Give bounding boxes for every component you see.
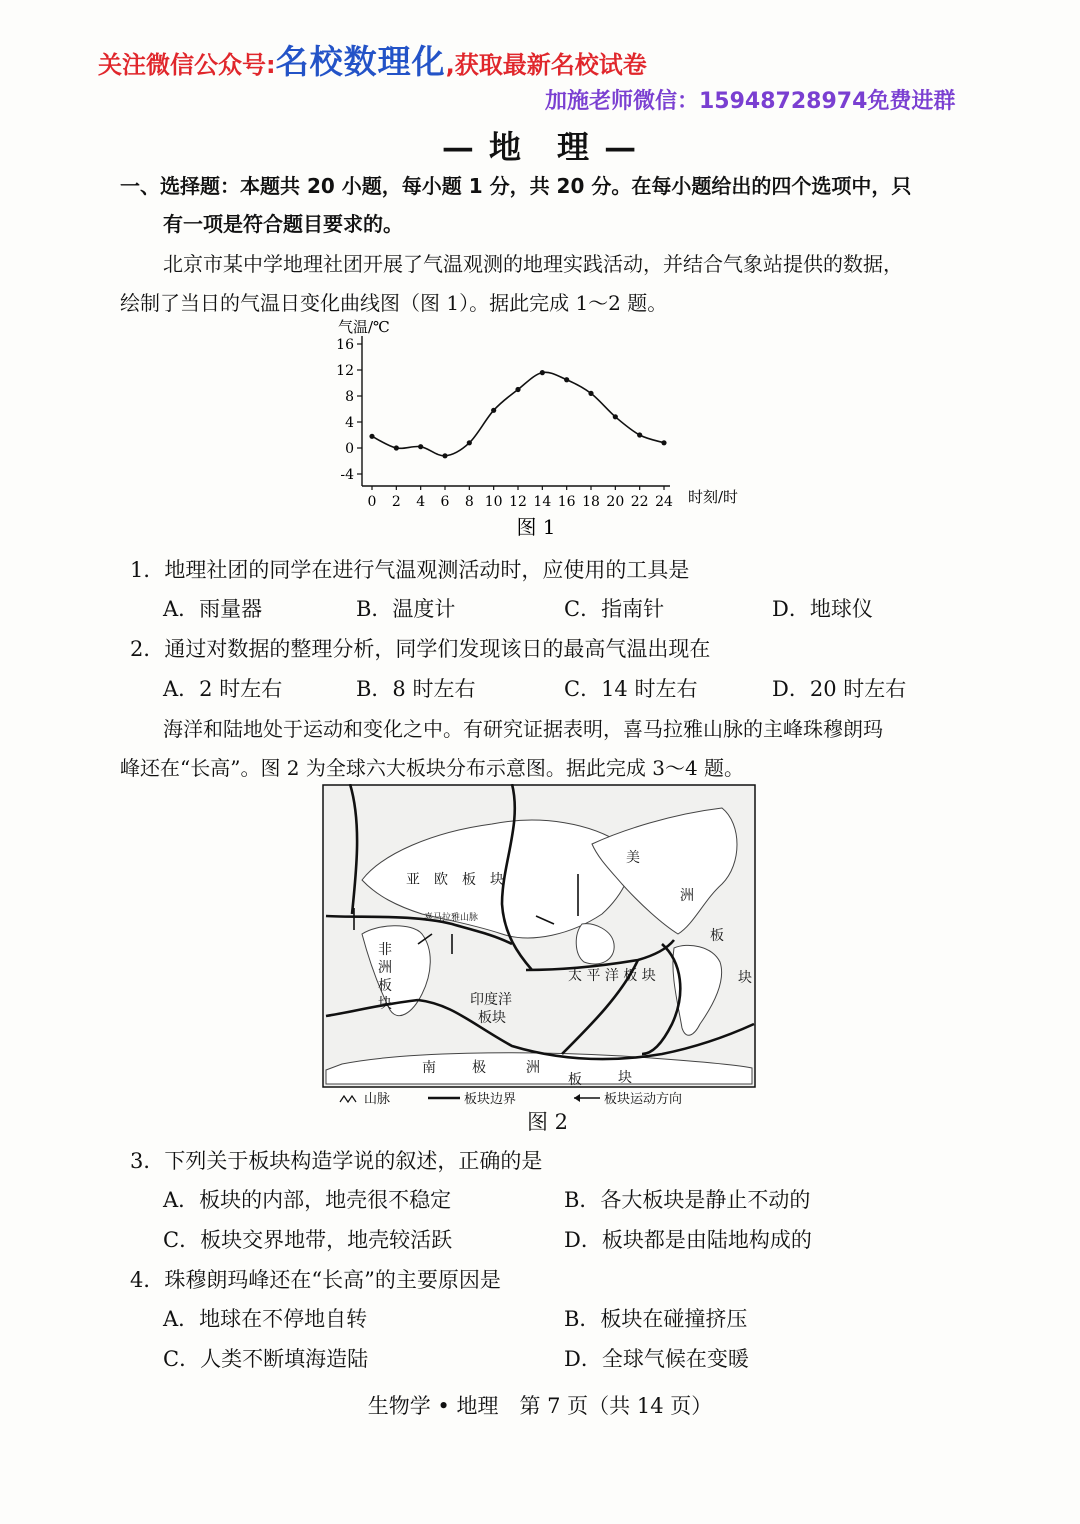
- label-antarctic-3: 洲: [526, 1060, 540, 1076]
- data-point: [588, 391, 593, 396]
- label-pacific-plate: 太 平 洋 板 块: [568, 968, 656, 984]
- q2-stem: 2．通过对数据的整理分析，同学们发现该日的最高气温出现在: [130, 637, 711, 661]
- label-antarctic-1: 南: [422, 1060, 436, 1076]
- label-african-2: 洲: [378, 960, 392, 976]
- y-tick-label: 4: [345, 415, 354, 431]
- q1-option-b[interactable]: B．温度计: [356, 597, 456, 621]
- temperature-chart: [320, 314, 760, 544]
- watermark-prefix: 关注微信公众号:: [98, 51, 276, 79]
- data-point: [442, 453, 447, 458]
- x-tick-label: 18: [582, 494, 600, 510]
- q3-option-c[interactable]: C．板块交界地带，地壳较活跃: [163, 1228, 453, 1252]
- q3-option-d[interactable]: D．板块都是由陆地构成的: [564, 1228, 812, 1252]
- y-tick-label: 12: [336, 363, 354, 379]
- label-antarctic-2: 极: [472, 1060, 486, 1076]
- label-himalaya: 喜马拉雅山脉: [424, 913, 479, 923]
- legend-boundary: 板块边界: [464, 1092, 517, 1107]
- label-african-4: 块: [378, 996, 392, 1012]
- data-point: [515, 387, 520, 392]
- arrow-legend-head: [574, 1094, 580, 1102]
- watermark-line1: [98, 36, 647, 83]
- x-tick-label: 16: [557, 494, 576, 510]
- data-point: [637, 432, 642, 437]
- label-african-1: 非: [378, 942, 392, 958]
- chart-xlabel: 时刻/时: [688, 488, 739, 506]
- watermark-line2: 加施老师微信：15948728974免费进群: [545, 89, 956, 114]
- q4-option-c[interactable]: C．人类不断填海造陆: [163, 1347, 369, 1371]
- section-instruction-line2: 有一项是符合题目要求的。: [163, 212, 403, 236]
- q3-stem: 3．下列关于板块构造学说的叙述，正确的是: [130, 1149, 543, 1173]
- legend-motion: 板块运动方向: [604, 1092, 683, 1107]
- x-tick-label: 20: [606, 494, 625, 510]
- q1-stem: 1．地理社团的同学在进行气温观测活动时，应使用的工具是: [130, 558, 690, 582]
- y-tick-label: 8: [345, 389, 354, 405]
- q4-option-d[interactable]: D．全球气候在变暖: [564, 1347, 749, 1371]
- data-point: [491, 408, 496, 413]
- label-antarctic-4: 板: [568, 1072, 582, 1088]
- q1-option-a[interactable]: A．雨量器: [163, 597, 263, 621]
- x-tick-label: 12: [509, 494, 527, 510]
- label-antarctic-5: 块: [618, 1070, 632, 1086]
- y-tick-label: -4: [340, 467, 354, 483]
- mountain-legend-icon: [340, 1096, 356, 1102]
- intro1-line1: 北京市某中学地理社团开展了气温观测的地理实践活动，并结合气象站提供的数据，: [163, 252, 903, 276]
- data-point: [564, 377, 569, 382]
- x-tick-label: 22: [630, 494, 649, 510]
- chart-caption: 图 1: [516, 515, 556, 539]
- label-indian-2: 板块: [478, 1010, 506, 1026]
- intro2-line2: 峰还在“长高”。图 2 为全球六大板块分布示意图。据此完成 3～4 题。: [120, 756, 745, 780]
- q1-option-d[interactable]: D．地球仪: [772, 597, 873, 621]
- data-point: [418, 444, 423, 449]
- watermark-brand: 名校数理化: [275, 42, 446, 81]
- watermark-suffix: ,获取最新名校试卷: [445, 51, 647, 79]
- x-tick-label: 2: [391, 494, 401, 510]
- chart-ylabel: 气温/℃: [338, 318, 390, 336]
- temperature-curve: [372, 372, 664, 456]
- x-tick-label: 4: [416, 494, 426, 510]
- label-american-1: 美: [626, 850, 640, 866]
- intro2-line1: 海洋和陆地处于运动和变化之中。有研究证据表明，喜马拉雅山脉的主峰珠穆朗玛: [163, 717, 883, 741]
- q2-option-b[interactable]: B．8 时左右: [356, 677, 476, 701]
- data-point: [369, 434, 374, 439]
- y-tick-label: 0: [345, 441, 354, 457]
- x-tick-label: 14: [533, 494, 552, 510]
- page-title: — 地 理 —: [441, 128, 639, 166]
- data-point: [394, 445, 399, 450]
- intro1-line2: 绘制了当日的气温日变化曲线图（图 1）。据此完成 1～2 题。: [120, 291, 668, 315]
- label-american-2: 洲: [680, 888, 694, 904]
- q3-option-a[interactable]: A．板块的内部，地壳很不稳定: [163, 1188, 452, 1212]
- section-instruction-line1: 一、选择题：本题共 20 小题，每小题 1 分，共 20 分。在每小题给出的四个选项中，只: [120, 174, 912, 198]
- x-tick-label: 8: [464, 494, 474, 510]
- q2-option-d[interactable]: D．20 时左右: [772, 677, 907, 701]
- q4-option-b[interactable]: B．板块在碰撞挤压: [564, 1307, 748, 1331]
- plate-map: [322, 784, 758, 1108]
- x-tick-label: 24: [655, 494, 673, 510]
- q2-option-c[interactable]: C．14 时左右: [564, 677, 698, 701]
- label-african-3: 板: [378, 978, 392, 994]
- x-tick-label: 6: [440, 494, 450, 510]
- q4-stem: 4．珠穆朗玛峰还在“长高”的主要原因是: [130, 1268, 501, 1292]
- x-tick-label: 0: [367, 494, 377, 510]
- q2-option-a[interactable]: A．2 时左右: [163, 677, 283, 701]
- data-point: [613, 414, 618, 419]
- label-eurasian-plate: 亚 欧 板 块: [406, 872, 504, 888]
- label-american-4: 块: [738, 970, 752, 986]
- q3-option-b[interactable]: B．各大板块是静止不动的: [564, 1188, 811, 1212]
- legend-mountain: 山脉: [364, 1092, 391, 1107]
- y-tick-label: 16: [336, 337, 354, 353]
- data-point: [661, 440, 666, 445]
- q1-option-c[interactable]: C．指南针: [564, 597, 665, 621]
- q4-option-a[interactable]: A．地球在不停地自转: [163, 1307, 368, 1331]
- label-american-3: 板: [710, 928, 724, 944]
- page-footer: 生物学 • 地理 第 7 页（共 14 页）: [367, 1394, 713, 1418]
- data-point: [467, 440, 472, 445]
- x-tick-label: 10: [484, 494, 503, 510]
- data-point: [540, 370, 545, 375]
- label-indian-1: 印度洋: [470, 992, 512, 1008]
- map-caption: 图 2: [527, 1110, 569, 1134]
